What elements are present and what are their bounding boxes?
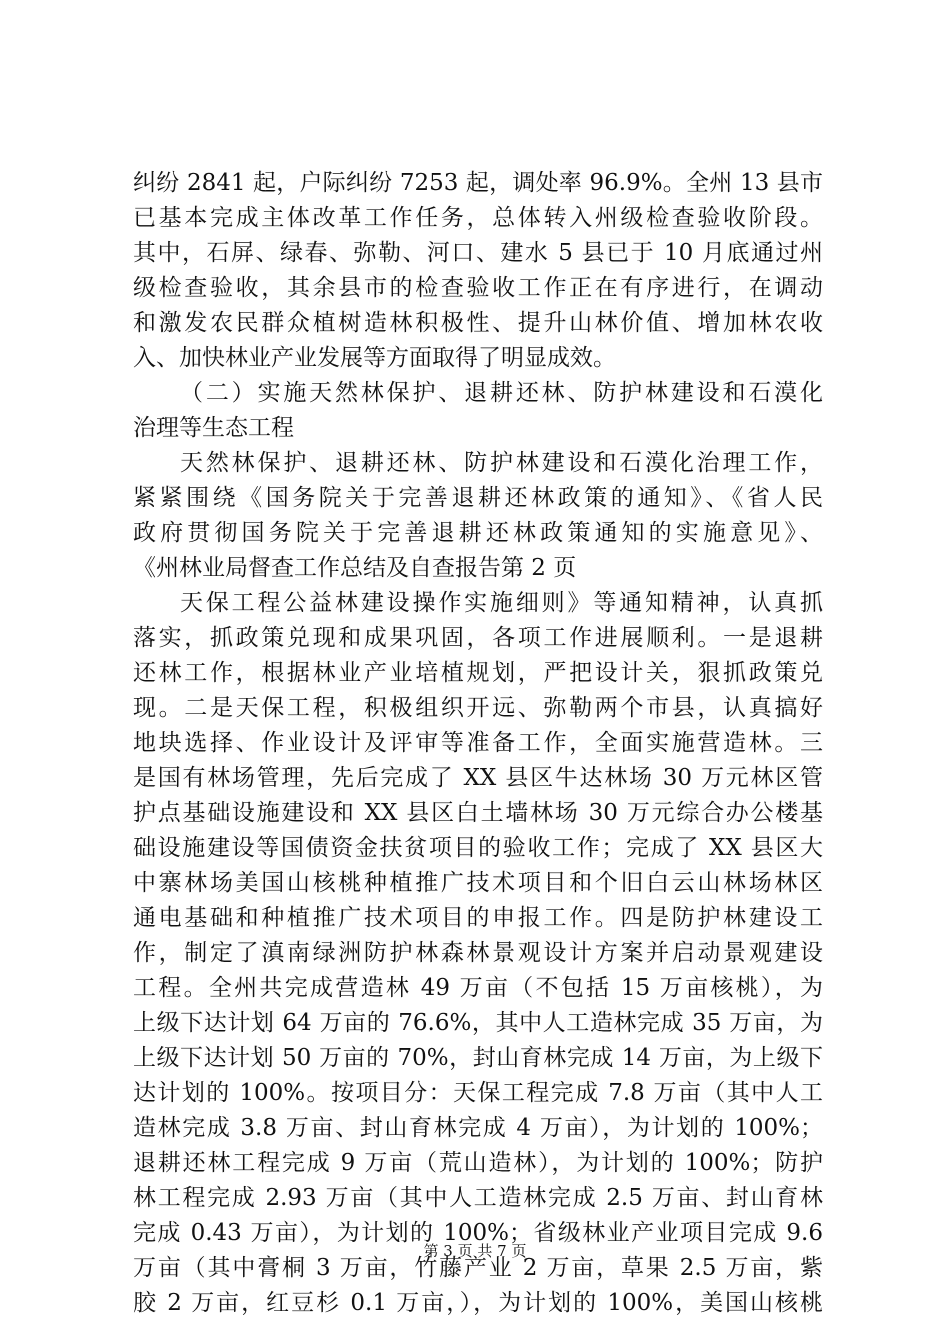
section-heading: （二）实施天然林保护、退耕还林、防护林建设和石漠化: [180, 380, 823, 406]
text-line: 万亩（其中膏桐 3 万亩，竹藤产业 2 万亩，草果 2.5 万亩，紫: [133, 1255, 823, 1281]
text-line: 中寨林场美国山核桃种植推广技术项目和个旧白云山林场林区: [133, 870, 823, 896]
text-line: 地块选择、作业设计及评审等准备工作，全面实施营造林。三: [133, 730, 823, 756]
text-line: 工程。全州共完成营造林 49 万亩（不包括 15 万亩核桃），为: [133, 975, 823, 1001]
text-line: 已基本完成主体改革工作任务，总体转入州级检查验收阶段。: [133, 205, 823, 231]
text-line: 纠纷 2841 起，户际纠纷 7253 起，调处率 96.9%。全州 13 县市: [133, 170, 823, 196]
text-line: 紧紧围绕《国务院关于完善退耕还林政策的通知》、《省人民: [133, 485, 823, 511]
text-line: 护点基础设施建设和 XX 县区白土墙林场 30 万元综合办公楼基: [133, 800, 823, 826]
page-footer: 第 3 页 共 7 页: [423, 1242, 527, 1260]
text-line: 上级下达计划 50 万亩的 70%，封山育林完成 14 万亩，为上级下: [133, 1045, 823, 1071]
text-line: 《州林业局督查工作总结及自查报告第 2 页: [133, 555, 577, 581]
text-line: 胶 2 万亩，红豆杉 0.1 万亩，），为计划的 100%，美国山核桃: [133, 1290, 823, 1316]
text-line: 上级下达计划 64 万亩的 76.6%，其中人工造林完成 35 万亩，为: [133, 1010, 823, 1036]
text-line: 落实，抓政策兑现和成果巩固，各项工作进展顺利。一是退耕: [133, 625, 823, 651]
section-heading-cont: 治理等生态工程: [133, 415, 294, 441]
text-line: 础设施建设等国债资金扶贫项目的验收工作；完成了 XX 县区大: [133, 835, 823, 861]
text-line: 还林工作，根据林业产业培植规划，严把设计关，狠抓政策兑: [133, 660, 823, 686]
text-line: 达计划的 100%。按项目分：天保工程完成 7.8 万亩（其中人工: [133, 1080, 823, 1106]
body-text: [133, 166, 823, 1321]
text-line: 政府贯彻国务院关于完善退耕还林政策通知的实施意见》、: [133, 520, 823, 546]
text-line: 退耕还林工程完成 9 万亩（荒山造林），为计划的 100%；防护: [133, 1150, 823, 1176]
text-line: 和激发农民群众植树造林积极性、提升山林价值、增加林农收: [133, 310, 823, 336]
text-line: 通电基础和种植推广技术项目的申报工作。四是防护林建设工: [133, 905, 823, 931]
text-line: 其中，石屏、绿春、弥勒、河口、建水 5 县已于 10 月底通过州: [133, 240, 823, 266]
text-line: 林工程完成 2.93 万亩（其中人工造林完成 2.5 万亩、封山育林: [133, 1185, 823, 1211]
text-line: 是国有林场管理，先后完成了 XX 县区牛达林场 30 万元林区管: [133, 765, 823, 791]
text-line: 级检查验收，其余县市的检查验收工作正在有序进行，在调动: [133, 275, 823, 301]
text-line: 现。二是天保工程，积极组织开远、弥勒两个市县，认真搞好: [133, 695, 823, 721]
text-line: 天然林保护、退耕还林、防护林建设和石漠化治理工作，: [180, 450, 823, 476]
text-line: 作，制定了滇南绿洲防护林森林景观设计方案并启动景观建设: [133, 940, 823, 966]
text-line: 完成 0.43 万亩），为计划的 100%；省级林业产业项目完成 9.6: [133, 1220, 823, 1246]
text-line: 天保工程公益林建设操作实施细则》等通知精神，认真抓: [180, 590, 823, 616]
text-line: 造林完成 3.8 万亩、封山育林完成 4 万亩），为计划的 100%；: [133, 1115, 823, 1141]
text-line: 入、加快林业产业发展等方面取得了明显成效。: [133, 345, 616, 371]
